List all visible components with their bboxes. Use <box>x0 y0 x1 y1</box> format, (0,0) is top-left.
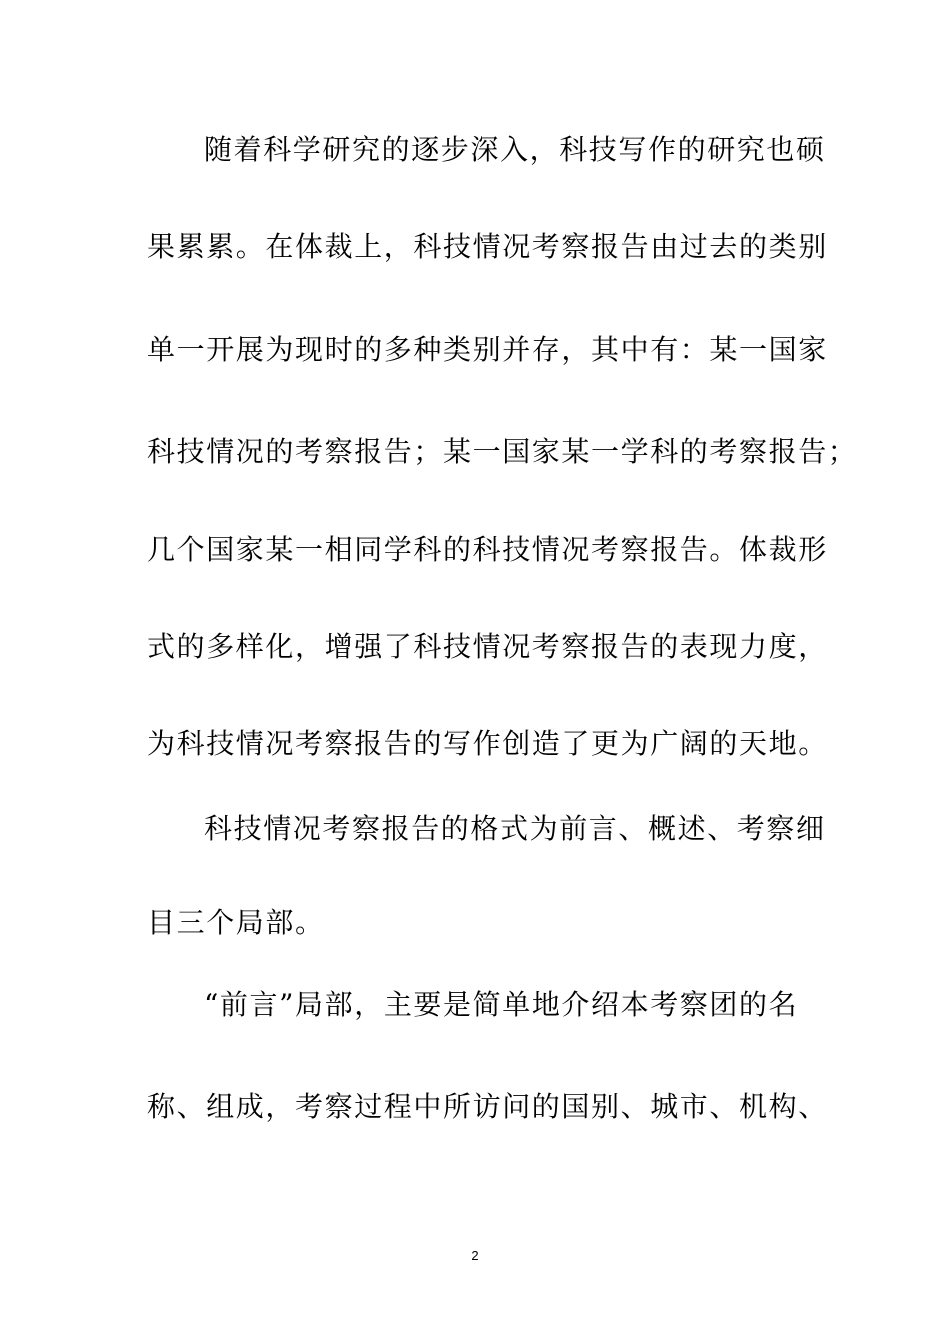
paragraph-1-line-6: 式的多样化，增强了科技情况考察报告的表现力度， <box>147 630 828 663</box>
paragraph-1-line-4: 科技情况的考察报告；某一国家某一学科的考察报告； <box>147 435 858 468</box>
paragraph-2-line-1: 科技情况考察报告的格式为前言、概述、考察细 <box>204 812 826 845</box>
paragraph-3-line-2: 称、组成，考察过程中所访问的国别、城市、机构、 <box>147 1090 828 1123</box>
paragraph-1-line-7: 为科技情况考察报告的写作创造了更为广阔的天地。 <box>147 727 828 760</box>
paragraph-2-line-2: 目三个局部。 <box>147 906 325 939</box>
paragraph-1-line-3: 单一开展为现时的多种类别并存，其中有：某一国家 <box>147 333 828 366</box>
paragraph-1-line-1: 随着科学研究的逐步深入，科技写作的研究也硕 <box>204 133 826 166</box>
paragraph-1-line-5: 几个国家某一相同学科的科技情况考察报告。体裁形 <box>147 533 828 566</box>
paragraph-3-line-1: “前言”局部，主要是简单地介绍本考察团的名 <box>204 988 799 1021</box>
paragraph-1-line-2: 果累累。在体裁上，科技情况考察报告由过去的类别 <box>147 230 828 263</box>
page-number: 2 <box>471 1248 479 1263</box>
